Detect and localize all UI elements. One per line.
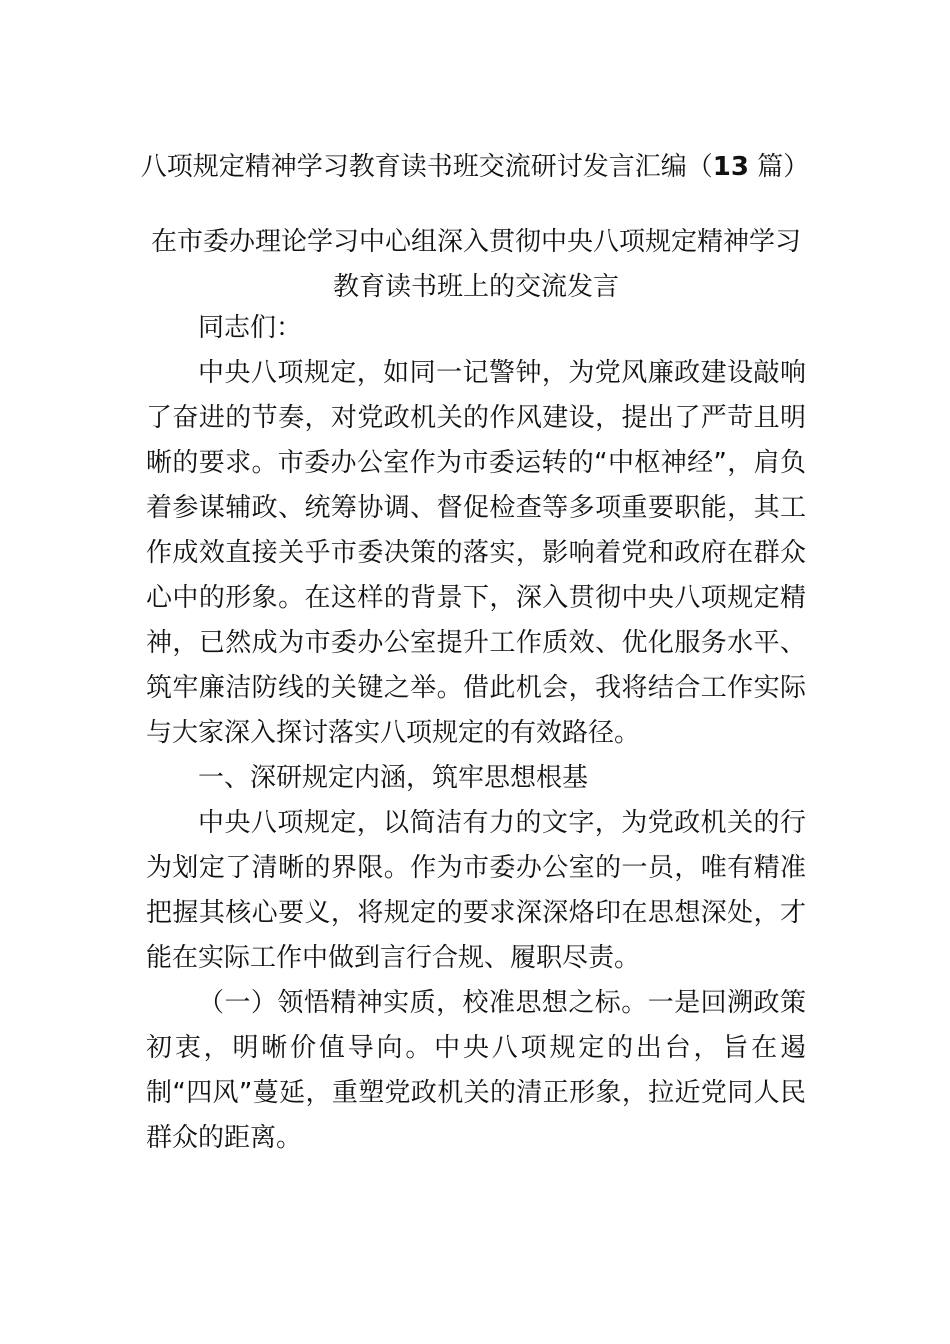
document-title-count: 13 [712,152,749,182]
salutation: 同志们： [198,313,303,343]
section-heading-1: 一、深研规定内涵，筑牢思想根基 [198,763,589,793]
body-paragraph-subsection-1: （一）领悟精神实质，校准思想之标。一是回溯政策初衷，明晰价值导向。中央八项规定的出台，旨在遏制“四风”蔓延，重塑党政机关的清正形象，拉近党同人民群众的距离。 [146,988,806,1153]
speech-title [146,220,806,310]
speech-title-line-1: 在市委办理论学习中心组深入贯彻中央八项规定精神学习 [150,227,801,257]
document-title [0,147,950,187]
document-title-tail: 篇） [748,152,810,182]
document-title-main: 八项规定精神学习教育读书班交流研讨发言汇编（ [140,152,713,182]
body-paragraph-section-1: 中央八项规定，以简洁有力的文字，为党政机关的行为划定了清晰的界限。作为市委办公室的一员，唯有精准把握其核心要义，将规定的要求深深烙印在思想深处，才能在实际工作中做到言行合规、履职尽责。 [146,808,806,973]
body-paragraph-intro: 中央八项规定，如同一记警钟，为党风廉政建设敲响了奋进的节奏，对党政机关的作风建设，提出了严苛且明晰的要求。市委办公室作为市委运转的“中枢神经”，肩负着参谋辅政、统筹协调、督促检查等多项重要职能，其工作成效直接关乎市委决策的落实，影响着党和政府在群众心中的形象。在这样的背景下，深入贯彻中央八项规定精神，已然成为市委办公室提升工作质效、优化服务水平、筑牢廉洁防线的关键之举。借此机会，我将结合工作实际与大家深入探讨落实八项规定的有效路径。 [146,358,806,748]
document-body [146,306,806,1161]
speech-title-line-2: 教育读书班上的交流发言 [332,272,619,302]
